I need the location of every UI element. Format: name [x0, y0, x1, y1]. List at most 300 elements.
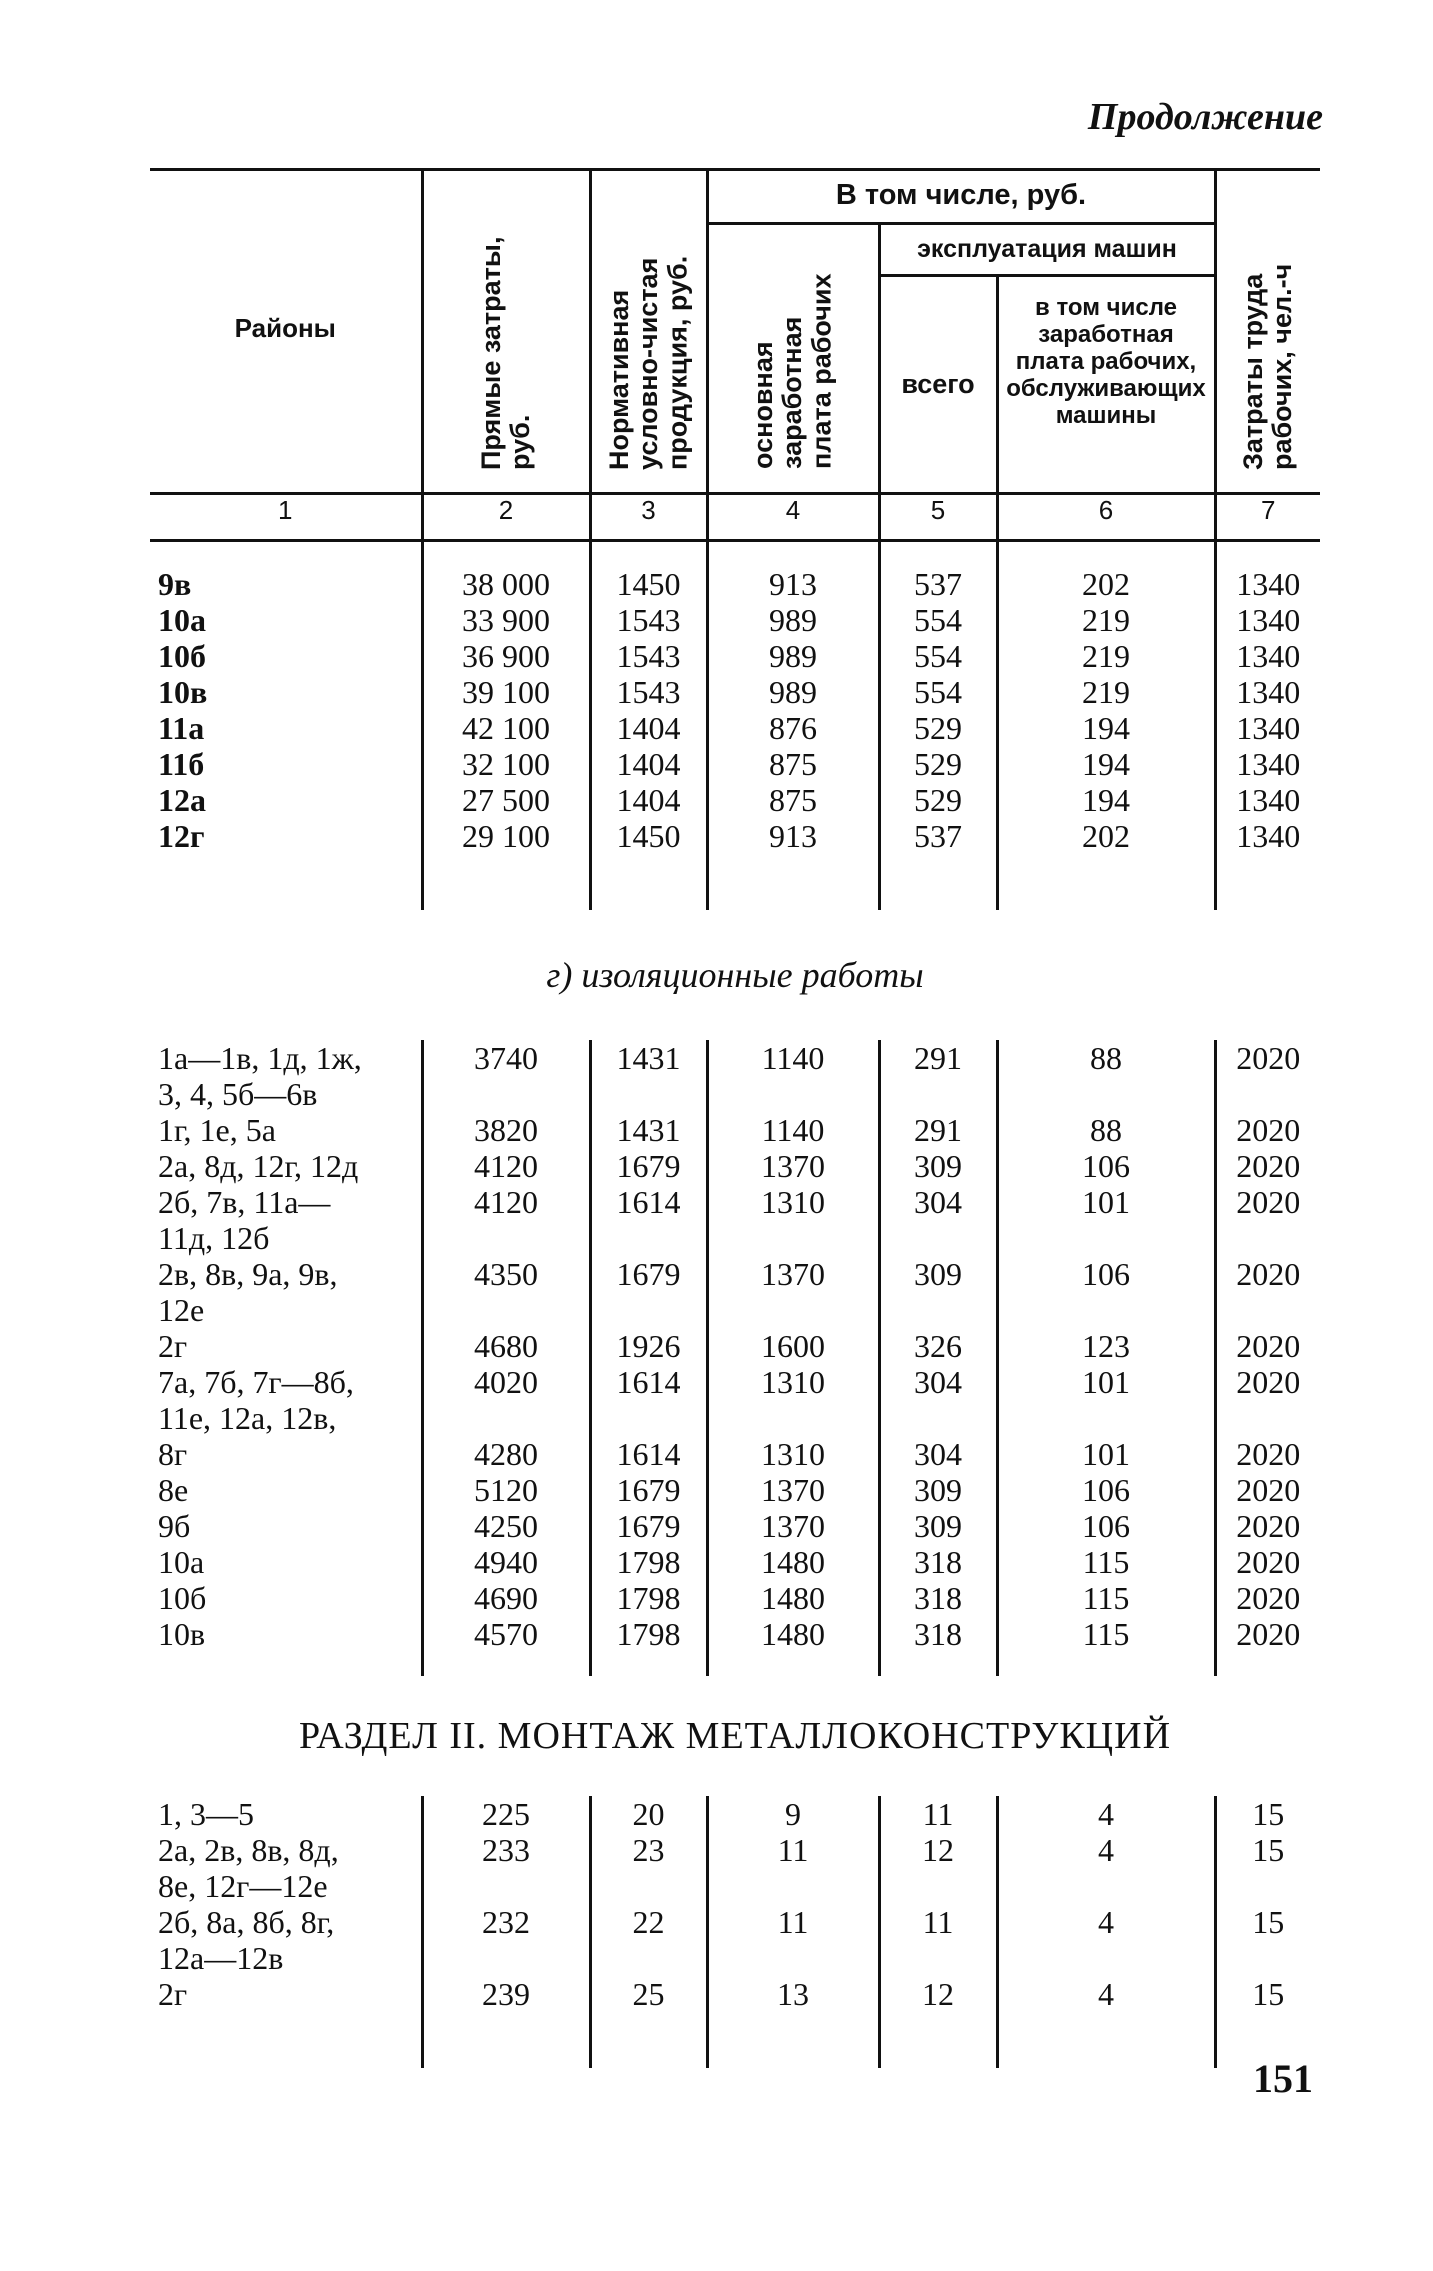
value-cell-col4: 1480 [707, 1544, 879, 1580]
value-cell-col4 [707, 1076, 879, 1112]
value-cell-col6 [997, 1292, 1215, 1328]
value-cell-col3: 1798 [590, 1544, 707, 1580]
section-insulation-title-row [150, 910, 1320, 1040]
value-cell-col6: 101 [997, 1436, 1215, 1472]
value-cell-col7: 2020 [1215, 1040, 1320, 1076]
value-cell-col2: 4690 [422, 1580, 590, 1616]
table-body [150, 541, 1320, 2069]
region-cell: 12е [158, 1292, 205, 1328]
header-including-group: В том числе, руб. [707, 170, 1215, 226]
column-number: 4 [707, 494, 879, 541]
value-cell-col5: 529 [879, 710, 997, 746]
value-cell-col5 [879, 1940, 997, 1976]
value-cell-col7: 2020 [1215, 1580, 1320, 1616]
value-cell-col6: 101 [997, 1184, 1215, 1220]
value-cell-col2: 225 [422, 1796, 590, 1832]
region-cell: 12г [158, 818, 205, 854]
region-cell: 12а [158, 782, 206, 818]
spacer-row [150, 1652, 1320, 1676]
value-cell-col5: 309 [879, 1508, 997, 1544]
spacer-cell [997, 854, 1215, 910]
value-cell-col3: 1614 [590, 1364, 707, 1400]
value-cell-col3: 1543 [590, 602, 707, 638]
value-cell-col4: 1310 [707, 1436, 879, 1472]
value-cell-col7: 2020 [1215, 1436, 1320, 1472]
value-cell-col7: 2020 [1215, 1328, 1320, 1364]
value-cell-col2: 4120 [422, 1148, 590, 1184]
value-cell-col2: 4350 [422, 1256, 590, 1292]
value-cell-col2: 27 500 [422, 782, 590, 818]
value-cell-col6: 202 [997, 566, 1215, 602]
region-cell: 1г, 1е, 5а [158, 1112, 276, 1148]
value-cell-col5: 554 [879, 602, 997, 638]
spacer-cell [422, 854, 590, 910]
value-cell-col4 [707, 1940, 879, 1976]
value-cell-col3: 20 [590, 1796, 707, 1832]
value-cell-col4: 11 [707, 1904, 879, 1940]
value-cell-col5: 529 [879, 782, 997, 818]
table-row [150, 1904, 1320, 1940]
value-cell-col5 [879, 1076, 997, 1112]
value-cell-col7: 15 [1215, 1832, 1320, 1868]
table-row [150, 782, 1320, 818]
value-cell-col6: 106 [997, 1508, 1215, 1544]
value-cell-col7: 15 [1215, 1904, 1320, 1940]
value-cell-col2: 32 100 [422, 746, 590, 782]
table-row [150, 602, 1320, 638]
value-cell-col6: 101 [997, 1364, 1215, 1400]
value-cell-col5: 12 [879, 1976, 997, 2012]
value-cell-col3: 25 [590, 1976, 707, 2012]
value-cell-col6: 194 [997, 746, 1215, 782]
value-cell-col4 [707, 1400, 879, 1436]
table-header [150, 170, 1320, 541]
table-row [150, 1256, 1320, 1292]
value-cell-col2: 4680 [422, 1328, 590, 1364]
header-machine-wages: в том числе заработная плата рабочих, обслуживающих машины [997, 277, 1215, 494]
table-row [150, 746, 1320, 782]
value-cell-col7: 1340 [1215, 818, 1320, 854]
region-cell: 3, 4, 5б—6в [158, 1076, 318, 1112]
section-ii-title-row [150, 1676, 1320, 1796]
value-cell-col7: 1340 [1215, 602, 1320, 638]
value-cell-col4: 1310 [707, 1184, 879, 1220]
region-cell: 11е, 12а, 12в, [158, 1400, 337, 1436]
spacer-cell [590, 854, 707, 910]
value-cell-col5: 554 [879, 674, 997, 710]
spacer-row [150, 541, 1320, 567]
spacer-cell [1215, 1652, 1320, 1676]
spacer-cell [422, 2012, 590, 2068]
value-cell-col5: 304 [879, 1184, 997, 1220]
value-cell-col4: 876 [707, 710, 879, 746]
table-row [150, 1076, 1320, 1112]
value-cell-col6 [997, 1220, 1215, 1256]
value-cell-col7: 15 [1215, 1976, 1320, 2012]
value-cell-col2 [422, 1292, 590, 1328]
spacer-cell [879, 854, 997, 910]
value-cell-col2: 4250 [422, 1508, 590, 1544]
table-row [150, 1796, 1320, 1832]
value-cell-col7 [1215, 1220, 1320, 1256]
value-cell-col3: 23 [590, 1832, 707, 1868]
value-cell-col5 [879, 1220, 997, 1256]
value-cell-col2: 4570 [422, 1616, 590, 1652]
header-base-wages: основная заработная плата рабочих [707, 225, 879, 494]
value-cell-col3: 1543 [590, 638, 707, 674]
header-labor-costs: Затраты труда рабочих, чел.-ч [1215, 170, 1320, 494]
value-cell-col2 [422, 1940, 590, 1976]
table-row [150, 1436, 1320, 1472]
value-cell-col2: 232 [422, 1904, 590, 1940]
spacer-cell [707, 541, 879, 567]
value-cell-col6: 106 [997, 1256, 1215, 1292]
value-cell-col6: 202 [997, 818, 1215, 854]
value-cell-col2: 3740 [422, 1040, 590, 1076]
value-cell-col4: 913 [707, 566, 879, 602]
value-cell-col3: 1431 [590, 1112, 707, 1148]
value-cell-col3: 1679 [590, 1472, 707, 1508]
value-cell-col7: 2020 [1215, 1148, 1320, 1184]
spacer-cell [422, 541, 590, 567]
value-cell-col4: 875 [707, 746, 879, 782]
region-cell: 2г [158, 1328, 188, 1364]
value-cell-col4 [707, 1292, 879, 1328]
table-row [150, 1940, 1320, 1976]
value-cell-col4: 1140 [707, 1040, 879, 1076]
value-cell-col5: 537 [879, 818, 997, 854]
value-cell-col4: 1370 [707, 1472, 879, 1508]
value-cell-col6 [997, 1400, 1215, 1436]
value-cell-col7: 2020 [1215, 1112, 1320, 1148]
region-cell: 10в [158, 674, 208, 710]
value-cell-col4: 989 [707, 638, 879, 674]
value-cell-col7: 2020 [1215, 1364, 1320, 1400]
value-cell-col5: 318 [879, 1616, 997, 1652]
value-cell-col6: 115 [997, 1616, 1215, 1652]
value-cell-col6: 194 [997, 710, 1215, 746]
value-cell-col5: 304 [879, 1364, 997, 1400]
value-cell-col2 [422, 1220, 590, 1256]
table-row [150, 818, 1320, 854]
header-normative-product: Нормативная условно-чистая продукция, руб. [590, 170, 707, 494]
spacer-cell [879, 1652, 997, 1676]
region-cell: 2б, 7в, 11а— [158, 1184, 331, 1220]
value-cell-col6: 4 [997, 1976, 1215, 2012]
value-cell-col5 [879, 1400, 997, 1436]
value-cell-col3 [590, 1220, 707, 1256]
region-cell: 9б [158, 1508, 191, 1544]
region-cell: 7а, 7б, 7г—8б, [158, 1364, 354, 1400]
value-cell-col2 [422, 1868, 590, 1904]
table-row [150, 1292, 1320, 1328]
region-cell: 1а—1в, 1д, 1ж, [158, 1040, 362, 1076]
value-cell-col7: 1340 [1215, 674, 1320, 710]
region-cell: 10а [158, 1544, 205, 1580]
table-row [150, 1580, 1320, 1616]
value-cell-col7 [1215, 1292, 1320, 1328]
value-cell-col7: 1340 [1215, 710, 1320, 746]
spacer-cell [150, 2012, 422, 2068]
value-cell-col2: 33 900 [422, 602, 590, 638]
value-cell-col2: 38 000 [422, 566, 590, 602]
spacer-cell [997, 541, 1215, 567]
column-numbers-row [150, 494, 1320, 541]
table-row [150, 566, 1320, 602]
cost-table [150, 168, 1320, 2068]
value-cell-col6: 194 [997, 782, 1215, 818]
value-cell-col7 [1215, 1400, 1320, 1436]
value-cell-col5: 309 [879, 1148, 997, 1184]
column-number: 2 [422, 494, 590, 541]
spacer-cell [879, 2012, 997, 2068]
value-cell-col5: 309 [879, 1472, 997, 1508]
value-cell-col4: 989 [707, 674, 879, 710]
value-cell-col7: 15 [1215, 1796, 1320, 1832]
value-cell-col2: 4120 [422, 1184, 590, 1220]
value-cell-col5: 554 [879, 638, 997, 674]
region-cell: 10б [158, 638, 206, 674]
value-cell-col6: 115 [997, 1580, 1215, 1616]
header-direct-costs: Прямые затраты, руб. [422, 170, 590, 494]
table-row [150, 1868, 1320, 1904]
value-cell-col6 [997, 1940, 1215, 1976]
spacer-cell [590, 2012, 707, 2068]
spacer-cell [997, 2012, 1215, 2068]
table-row [150, 1832, 1320, 1868]
value-cell-col4: 1370 [707, 1148, 879, 1184]
table-row [150, 1220, 1320, 1256]
value-cell-col7: 2020 [1215, 1256, 1320, 1292]
region-cell: 8е [158, 1472, 189, 1508]
value-cell-col4: 13 [707, 1976, 879, 2012]
value-cell-col7: 1340 [1215, 566, 1320, 602]
table-row [150, 1112, 1320, 1148]
value-cell-col3: 1614 [590, 1184, 707, 1220]
value-cell-col5 [879, 1868, 997, 1904]
value-cell-col7 [1215, 1076, 1320, 1112]
spacer-cell [707, 2012, 879, 2068]
value-cell-col7: 1340 [1215, 746, 1320, 782]
value-cell-col4: 1480 [707, 1580, 879, 1616]
value-cell-col5: 291 [879, 1112, 997, 1148]
value-cell-col4: 1310 [707, 1364, 879, 1400]
value-cell-col2: 4940 [422, 1544, 590, 1580]
value-cell-col5: 537 [879, 566, 997, 602]
column-number: 6 [997, 494, 1215, 541]
region-cell: 2а, 2в, 8в, 8д, [158, 1832, 339, 1868]
value-cell-col2: 3820 [422, 1112, 590, 1148]
column-number: 1 [150, 494, 422, 541]
table-row [150, 1616, 1320, 1652]
value-cell-col2: 4020 [422, 1364, 590, 1400]
value-cell-col7: 2020 [1215, 1472, 1320, 1508]
value-cell-col7: 2020 [1215, 1544, 1320, 1580]
value-cell-col6: 4 [997, 1832, 1215, 1868]
region-cell: 11б [158, 746, 205, 782]
value-cell-col3: 1404 [590, 710, 707, 746]
value-cell-col3 [590, 1292, 707, 1328]
value-cell-col3: 1431 [590, 1040, 707, 1076]
region-cell: 2а, 8д, 12г, 12д [158, 1148, 359, 1184]
value-cell-col6: 219 [997, 674, 1215, 710]
spacer-cell [1215, 854, 1320, 910]
spacer-cell [997, 1652, 1215, 1676]
value-cell-col3: 1798 [590, 1580, 707, 1616]
value-cell-col7: 1340 [1215, 638, 1320, 674]
region-cell: 8е, 12г—12е [158, 1868, 328, 1904]
value-cell-col4: 1140 [707, 1112, 879, 1148]
spacer-cell [707, 1652, 879, 1676]
table-row [150, 1400, 1320, 1436]
table-row [150, 1508, 1320, 1544]
value-cell-col5: 309 [879, 1256, 997, 1292]
value-cell-col2: 42 100 [422, 710, 590, 746]
value-cell-col5: 11 [879, 1796, 997, 1832]
value-cell-col3: 1798 [590, 1616, 707, 1652]
spacer-cell [150, 1652, 422, 1676]
value-cell-col3 [590, 1076, 707, 1112]
table-row [150, 1184, 1320, 1220]
continuation-note: Продолжение [1087, 96, 1323, 138]
value-cell-col2: 4280 [422, 1436, 590, 1472]
header-machine-operation: эксплуатация машин [879, 225, 1215, 277]
table-row [150, 1472, 1320, 1508]
value-cell-col5: 318 [879, 1544, 997, 1580]
value-cell-col3 [590, 1940, 707, 1976]
spacer-cell [150, 541, 422, 567]
column-number: 5 [879, 494, 997, 541]
value-cell-col3: 1543 [590, 674, 707, 710]
value-cell-col7 [1215, 1940, 1320, 1976]
value-cell-col3 [590, 1400, 707, 1436]
spacer-cell [590, 1652, 707, 1676]
value-cell-col4: 913 [707, 818, 879, 854]
value-cell-col3: 1450 [590, 818, 707, 854]
value-cell-col6: 88 [997, 1040, 1215, 1076]
value-cell-col4: 1370 [707, 1256, 879, 1292]
value-cell-col4: 1600 [707, 1328, 879, 1364]
value-cell-col5: 12 [879, 1832, 997, 1868]
value-cell-col7: 1340 [1215, 782, 1320, 818]
value-cell-col2 [422, 1076, 590, 1112]
value-cell-col5: 318 [879, 1580, 997, 1616]
spacer-cell [707, 854, 879, 910]
value-cell-col3: 1404 [590, 746, 707, 782]
value-cell-col3: 1614 [590, 1436, 707, 1472]
value-cell-col3: 1450 [590, 566, 707, 602]
value-cell-col7: 2020 [1215, 1184, 1320, 1220]
value-cell-col6: 4 [997, 1904, 1215, 1940]
spacer-cell [1215, 541, 1320, 567]
section-insulation-title: г) изоляционные работы [546, 955, 924, 995]
value-cell-col7: 2020 [1215, 1508, 1320, 1544]
spacer-row [150, 2012, 1320, 2068]
value-cell-col6: 4 [997, 1796, 1215, 1832]
value-cell-col6: 219 [997, 602, 1215, 638]
value-cell-col6: 106 [997, 1472, 1215, 1508]
value-cell-col4 [707, 1220, 879, 1256]
value-cell-col2: 5120 [422, 1472, 590, 1508]
value-cell-col6: 123 [997, 1328, 1215, 1364]
region-cell: 9в [158, 566, 192, 602]
value-cell-col3 [590, 1868, 707, 1904]
table-row [150, 710, 1320, 746]
table-row [150, 1364, 1320, 1400]
column-number: 7 [1215, 494, 1320, 541]
value-cell-col6: 219 [997, 638, 1215, 674]
region-cell: 12а—12в [158, 1940, 284, 1976]
value-cell-col5: 304 [879, 1436, 997, 1472]
value-cell-col3: 1679 [590, 1148, 707, 1184]
value-cell-col4 [707, 1868, 879, 1904]
spacer-row [150, 854, 1320, 910]
value-cell-col4: 9 [707, 1796, 879, 1832]
value-cell-col2: 239 [422, 1976, 590, 2012]
table-row [150, 638, 1320, 674]
value-cell-col6: 115 [997, 1544, 1215, 1580]
value-cell-col2: 233 [422, 1832, 590, 1868]
value-cell-col4: 11 [707, 1832, 879, 1868]
table-row [150, 1328, 1320, 1364]
value-cell-col4: 989 [707, 602, 879, 638]
section-ii-title: РАЗДЕЛ II. МОНТАЖ МЕТАЛЛОКОНСТРУКЦИЙ [298, 1715, 1172, 1757]
spacer-cell [150, 854, 422, 910]
region-cell: 8г [158, 1436, 188, 1472]
value-cell-col7: 2020 [1215, 1616, 1320, 1652]
value-cell-col3: 1679 [590, 1256, 707, 1292]
value-cell-col5: 529 [879, 746, 997, 782]
spacer-cell [590, 541, 707, 567]
table-row [150, 1040, 1320, 1076]
region-cell: 10а [158, 602, 206, 638]
header-regions: Районы [234, 313, 336, 343]
value-cell-col4: 1370 [707, 1508, 879, 1544]
column-number: 3 [590, 494, 707, 541]
spacer-cell [422, 1652, 590, 1676]
table-row [150, 1148, 1320, 1184]
value-cell-col2: 39 100 [422, 674, 590, 710]
value-cell-col5 [879, 1292, 997, 1328]
region-cell: 10б [158, 1580, 207, 1616]
value-cell-col5: 11 [879, 1904, 997, 1940]
value-cell-col3: 1679 [590, 1508, 707, 1544]
value-cell-col5: 326 [879, 1328, 997, 1364]
value-cell-col4: 875 [707, 782, 879, 818]
value-cell-col2: 36 900 [422, 638, 590, 674]
value-cell-col4: 1480 [707, 1616, 879, 1652]
value-cell-col2: 29 100 [422, 818, 590, 854]
region-cell: 11д, 12б [158, 1220, 270, 1256]
header-total: всего [879, 277, 997, 494]
region-cell: 11а [158, 710, 205, 746]
value-cell-col3: 22 [590, 1904, 707, 1940]
value-cell-col6 [997, 1868, 1215, 1904]
value-cell-col6: 106 [997, 1148, 1215, 1184]
value-cell-col6: 88 [997, 1112, 1215, 1148]
page-number: 151 [1253, 2056, 1313, 2101]
region-cell: 2г [158, 1976, 188, 2012]
value-cell-col3: 1404 [590, 782, 707, 818]
value-cell-col5: 291 [879, 1040, 997, 1076]
value-cell-col2 [422, 1400, 590, 1436]
region-cell: 10в [158, 1616, 206, 1652]
value-cell-col6 [997, 1076, 1215, 1112]
region-cell: 2в, 8в, 9а, 9в, [158, 1256, 338, 1292]
table-row [150, 674, 1320, 710]
region-cell: 2б, 8а, 8б, 8г, [158, 1904, 335, 1940]
table-row [150, 1544, 1320, 1580]
